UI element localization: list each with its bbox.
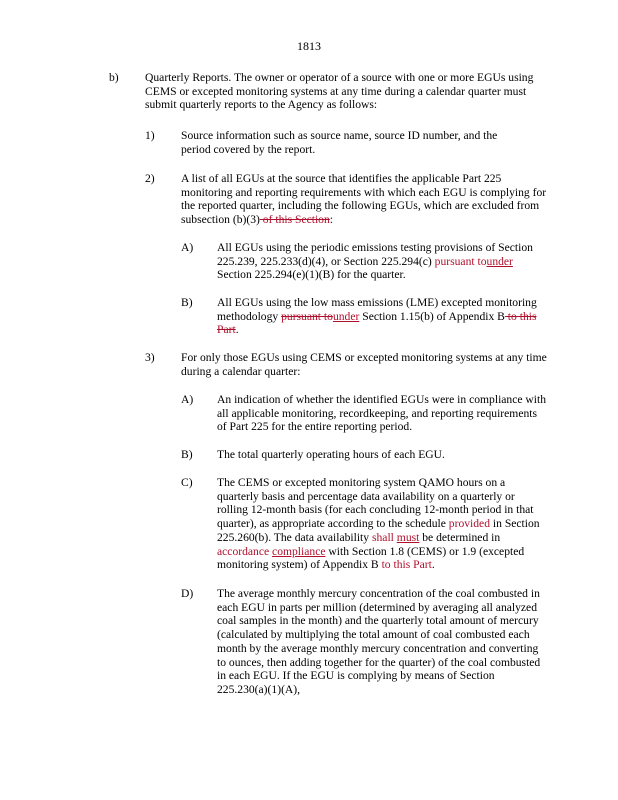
item-b2B-label: B) (181, 296, 193, 309)
item-b2-label: 2) (145, 172, 155, 185)
item-b3C-part1: The CEMS or excepted monitoring system QAMO hours on a quarterly basis and percentage data availability on a quarterly or rolling 12-month basis (for each concluding 12-month period in that quarter), as appropriate according to the schedule (217, 476, 534, 531)
item-b2B-deletion: pursuant to (281, 309, 333, 323)
item-b2A-insert: pursuant to (434, 254, 487, 268)
item-b2-end: : (329, 213, 334, 227)
item-b2-body: A list of all EGUs at the source that identifies the applicable Part 225 monitoring and reporting requirements with which each EGU is complying for the reported quarter, including the following EGUs, which are excluded from subsection (b)(3) (181, 172, 547, 227)
item-b3C-insert-underlined-2: compliance (272, 544, 326, 558)
item-b3D-text: The average monthly mercury concentration of the coal combusted in each EGU in parts per million (determined by averaging all analyzed coal samples in the month) and the quarterly total amount of mercury (calculated by multiplying the total amount of coal combusted each month by the average monthly mercury concentration and converting to ounces, then adding together for the quarter) of the coal combusted in each EGU. If the EGU is complying by means of Section 225.230(a)(1)(A), (217, 587, 541, 696)
item-b3C-insert-2: shall (371, 530, 394, 544)
item-b3A-text: An indication of whether the identified EGUs were in compliance with all applicable monitoring, recordkeeping, and reporting requirements of Part 225 for the entire reporting period. (217, 393, 547, 434)
item-b2B-end: . (235, 323, 239, 337)
item-b2A-label: A) (181, 241, 194, 254)
item-b2B-insert-underlined: under (332, 309, 360, 323)
item-b3D-label: D) (181, 587, 194, 600)
item-b2A-insert-underlined: under (486, 254, 513, 268)
item-b3C-insert-underlined-1: must (396, 530, 420, 544)
subsection-b-text: Quarterly Reports. The owner or operator of a source with one or more EGUs using CEMS or excepted monitoring systems at any time during a calendar quarter must submit quarterly reports to the Agency as follows: (145, 71, 534, 112)
item-b2A-text (217, 241, 537, 282)
item-b3B-text: The total quarterly operating hours of each EGU. (217, 448, 445, 461)
item-b1-text: Source information such as source name, source ID number, and the period covered by the report. (181, 129, 498, 156)
item-b3C-part2: in Section 225.260(b). The data availability (217, 517, 540, 544)
item-b2B-body: All EGUs using the low mass emissions (LME) excepted monitoring methodology (217, 296, 537, 323)
item-b2A-body: All EGUs using the periodic emissions testing provisions of Section 225.239, 225.233(d)(4), or Section 225.294(c) (217, 241, 533, 268)
subsection-b-label: b) (109, 71, 119, 84)
item-b2B-text (217, 296, 547, 337)
item-b3C-end: . (431, 558, 435, 572)
item-b3A-label: A) (181, 393, 194, 406)
item-b3B-label: B) (181, 448, 193, 461)
item-b3C-insert-1: provided (448, 517, 490, 531)
item-b2-text (181, 172, 551, 227)
item-b3C-insert-3: accordance (217, 544, 270, 558)
item-b3C-label: C) (181, 476, 193, 489)
item-b2B-deletion-2: to this Part (217, 309, 537, 337)
item-b3C-part3: be determined in (419, 530, 501, 544)
item-b3-label: 3) (145, 351, 155, 364)
item-b2B-body-mid: Section 1.15(b) of Appendix B (359, 309, 505, 323)
item-b3C-part4: with Section 1.8 (CEMS) or 1.9 (excepted monitoring system) of Appendix B (217, 544, 525, 572)
item-b3-text: For only those EGUs using CEMS or excepted monitoring systems at any time during a calendar quarter: (181, 351, 547, 378)
item-b3C-insert-4: to this Part (381, 558, 432, 572)
item-b3C-text (217, 476, 547, 572)
item-b1-label: 1) (145, 129, 155, 142)
item-b2A-body-end: Section 225.294(e)(1)(B) for the quarter. (217, 268, 406, 282)
item-b2-deletion: of this Section (259, 213, 330, 227)
page-number: 1813 (297, 39, 321, 53)
